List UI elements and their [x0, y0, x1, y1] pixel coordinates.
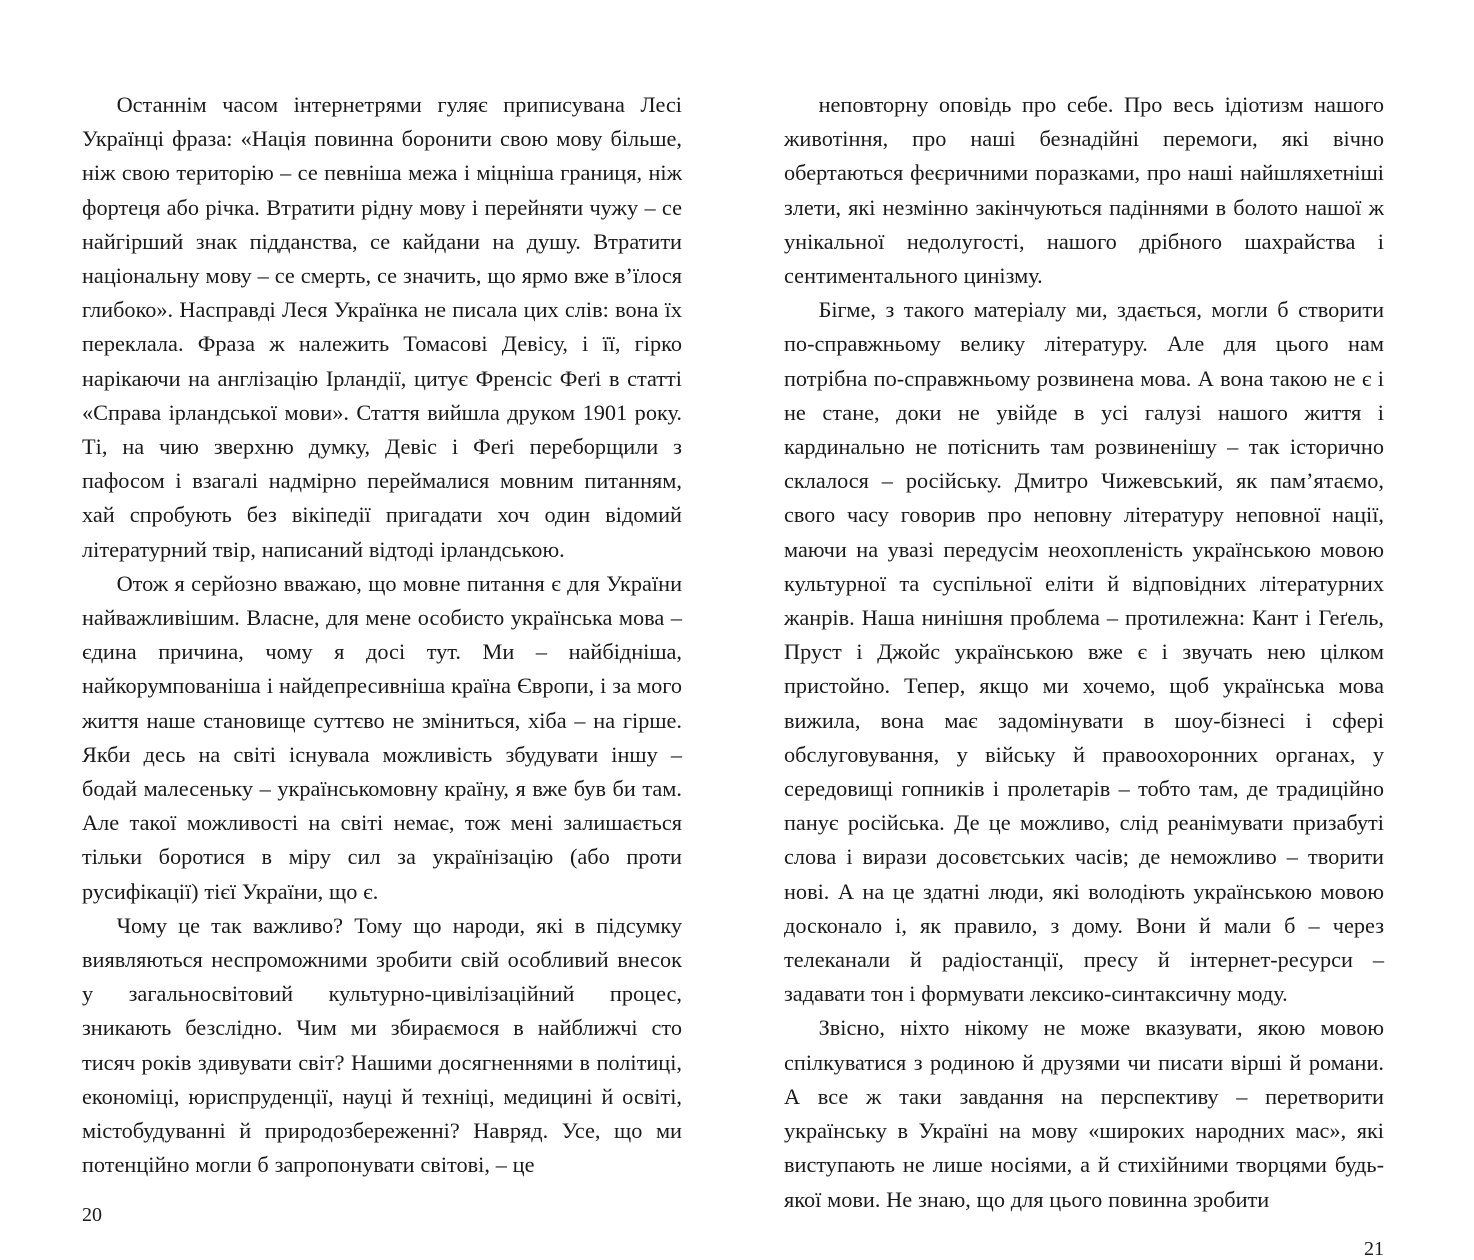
paragraph: Останнім часом інтернетрями гуляє приписувана Лесі Українці фраза: «Нація повинна боронити свою мову більше, ніж свою територію – се певніша межа і міцніша границя, ніж фортеця або річка. Втратити рідну мову і перейняти чужу – се найгірший знак підданства, се кайдани на душу. Втратити національну мову – се смерть, се значить, що ярмо вже в’їлося глибоко». Насправді Леся Українка не писала цих слів: вона їх переклала. Фраза ж належить Томасові Девісу, і її, гірко нарікаючи на англізацію Ірландії, цитує Френсіс Феґі в статті «Справа ірландської мови». Стаття вийшла друком 1901 року. Ті, на чию зверхню думку, Девіс і Феґі переборщили з пафосом і взагалі надмірно переймалися мовним питанням, хай спробують без вікіпедії пригадати хоч один відомий літературний твір, написаний відтоді ірландською. — [82, 92, 682, 562]
paragraph: неповторну оповідь про себе. Про весь ідіотизм нашого животіння, про наші безнадійні перемоги, які вічно обертаються феєричними поразками, про наші найшляхетніші злети, які незмінно закінчуються падіннями в болото нашої ж унікальної недолугості, нашого дрібного шахрайства і сентиментального цинізму. — [784, 92, 1384, 289]
right-page-body — [784, 88, 1384, 1217]
paragraph: Бігме, з такого матеріалу ми, здається, могли б створити по-справжньому велику літературу. Але для цього нам потрібна по-справжньому розвинена мова. А вона такою не є і не стане, доки не увійде в усі галузі нашого життя і кардинально не потіснить там розвиненішу – так історично склалося – російську. Дмитро Чижевський, як пам’ятаємо, свого часу говорив про неповну літературу неповної нації, маючи на увазі передусім неохопленість українською мовою культурної та суспільної еліти й відповідних літературних жанрів. Наша нинішня проблема – протилежна: Кант і Геґель, Пруст і Джойс українською вже є і звучать нею цілком пристойно. Тепер, якщо ми хочемо, щоб українська мова вижила, вона має задомінувати в шоу-бізнесі і сфері обслуговування, у війську й правоохоронних органах, у середовищі гопників і пролетарів – тобто там, де традиційно панує російська. Де це можливо, слід реанімувати призабуті слова і вирази досовєтських часів; де неможливо – творити нові. А на це здатні люди, які володіють українською мовою досконало і, як правило, з дому. Вони й мали б – через телеканали й радіостанції, пресу й інтернет-ресурси – задавати тон і формувати лексико-синтаксичну моду. — [784, 297, 1384, 1007]
page-number-left: 20 — [82, 1203, 102, 1226]
paragraph: Звісно, ніхто нікому не може вказувати, якою мовою спілкуватися з родиною й друзями чи писати вірші й романи. А все ж таки завдання на перспективу – перетворити українську в Україні на мову «широких народних мас», які виступають не лише носіями, а й стихійними творцями будь-якої мови. Не знаю, що для цього повинна зробити — [784, 1015, 1384, 1212]
paragraph: Отож я серйозно вважаю, що мовне питання є для України найважливішим. Власне, для мене особисто українська мова – єдина причина, чому я досі тут. Ми – найбідніша, найкорумпованіша і найдепресивніша країна Європи, і за мого життя наше становище суттєво не зміниться, хіба – на гірше. Якби десь на світі існувала можливість збудувати іншу – бодай малесеньку – українськомовну країну, я вже був би там. Але такої можливості на світі немає, тож мені залишається тільки боротися в міру сил за українізацію (або проти русифікації) тієї України, що є. — [82, 570, 682, 904]
paragraph: Чому це так важливо? Тому що народи, які в підсумку виявляються неспроможними зробити свій особливий внесок у загальносвітовий культурно-цивілізаційний процес, зникають безслідно. Чим ми збираємося в найближчі сто тисяч років здивувати світ? Нашими досягненнями в політиці, економіці, юриспруденції, науці й техніці, медицині й освіті, містобудуванні й природозбереженні? Навряд. Усе, що ми потенційно могли б запропонувати світові, – це — [82, 912, 682, 1178]
left-page — [82, 88, 682, 1226]
page-number-right: 21 — [1364, 1237, 1384, 1260]
left-page-body — [82, 88, 682, 1183]
right-page — [784, 88, 1384, 1260]
